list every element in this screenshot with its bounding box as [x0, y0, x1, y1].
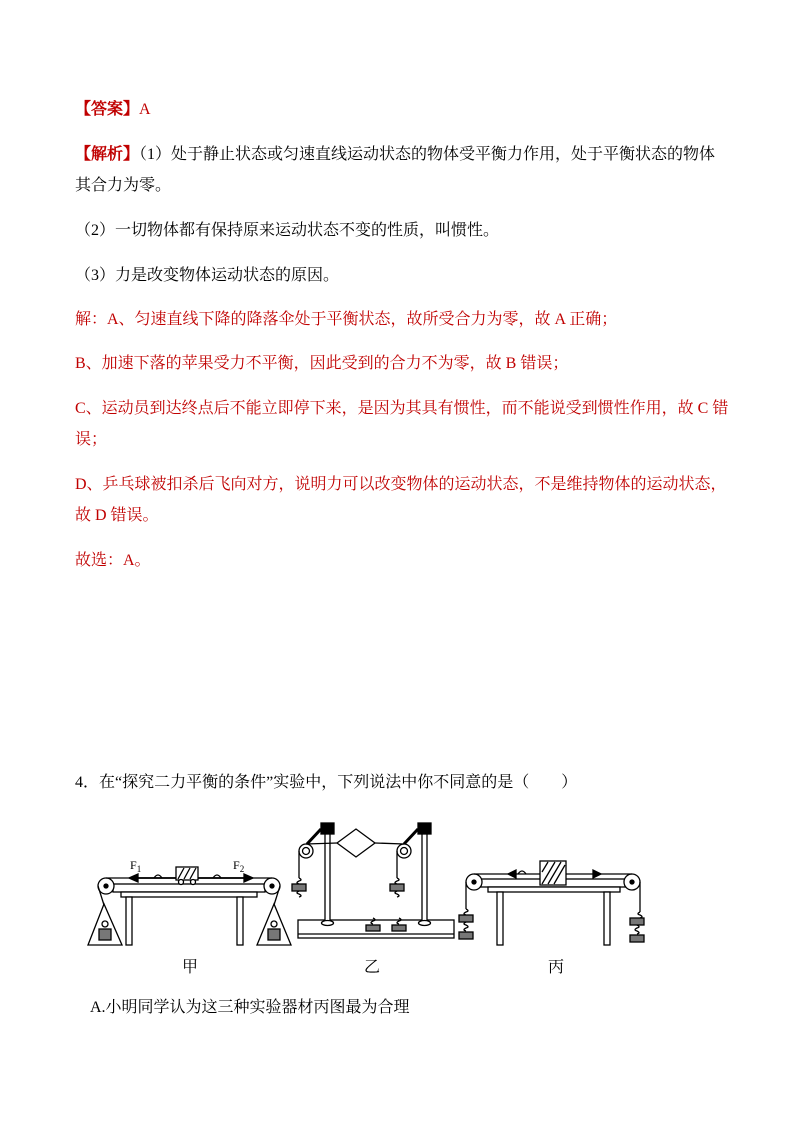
arm-left [307, 829, 321, 844]
analysis-point-1: （1）处于静止状态或匀速直线运动状态的物体受平衡力作用，处于平衡状态的物体 [139, 146, 716, 163]
figure-label-bing: 丙 [547, 959, 564, 976]
arm-right [404, 829, 418, 844]
figure-label-yi: 乙 [363, 959, 380, 976]
rod-foot-right [419, 921, 431, 926]
analysis-point-1-continued: 其合力为零。 [75, 177, 172, 194]
rod-right [422, 830, 427, 922]
analysis-point-2: （2）一切物体都有保持原来运动状态不变的性质，叫惯性。 [75, 222, 500, 239]
weight-bottom-hook-right [395, 891, 399, 897]
weight-hook-right [395, 878, 399, 884]
table-leg-right [604, 892, 610, 945]
cardboard [337, 829, 375, 857]
spare-weight [366, 925, 380, 931]
figure-yi-apparatus [292, 823, 454, 938]
force-label-f1: $F_1$ [130, 858, 142, 874]
pulley-left-inner [303, 848, 310, 855]
hanging-weight-left [292, 884, 306, 891]
weight-link-right [635, 925, 639, 934]
pulley-right-inner [401, 848, 408, 855]
pulley-right-axle [270, 884, 274, 888]
hanging-weight-left-upper [459, 915, 473, 922]
table-leg-right [237, 897, 243, 945]
solution-line-b: B、加速下落的苹果受力不平衡，因此受到的合力不为零，故 B 错误； [75, 355, 569, 372]
pulley-left-axle [104, 884, 108, 888]
pulley-left-axle [472, 880, 476, 884]
table-top [113, 884, 265, 892]
arrowhead-left [508, 870, 516, 878]
answer-value: A [139, 101, 151, 118]
table-leg-left [126, 897, 132, 945]
question-stem: 4．在“探究二力平衡的条件”实验中，下列说法中你不同意的是（ ） [75, 774, 578, 791]
spare-weight [392, 925, 406, 931]
force-arrowhead-f2 [244, 874, 253, 882]
hanging-weight-right [268, 929, 280, 940]
hanging-weight-left [99, 929, 111, 940]
weight-hook-left [464, 909, 468, 915]
clamp-right [418, 823, 431, 834]
analysis-label: 【解析】 [75, 146, 140, 163]
experiment-figures [0, 810, 794, 955]
force-label-f2: $F_2$ [233, 858, 245, 874]
answer-label: 【答案】 [75, 101, 140, 118]
rod-foot-left [322, 921, 334, 926]
string-to-card-right [375, 843, 404, 844]
hanging-weight-right-upper [630, 918, 644, 925]
pulley-right-axle [630, 880, 634, 884]
hanging-weight-right [390, 884, 404, 891]
string-to-card-left [306, 843, 337, 844]
figure-jia-apparatus [88, 867, 291, 945]
cart-wheel [179, 880, 184, 885]
weight-hook-right [638, 912, 642, 918]
solution-conclusion: 故选：A。 [75, 552, 151, 569]
figure-label-jia: 甲 [181, 959, 198, 976]
clamp-left [321, 823, 334, 834]
solution-line-c: C、运动员到达终点后不能立即停下来，是因为其具有惯性，而不能说受到惯性作用，故 C 错 [75, 400, 729, 417]
analysis-point-3: （3）力是改变物体运动状态的原因。 [75, 267, 340, 284]
weight-bottom-hook-left [297, 891, 301, 897]
figure-bing-apparatus [459, 861, 644, 945]
table-apron [121, 892, 257, 897]
cart-wheel [191, 880, 196, 885]
solution-line-d-continued: 故 D 错误。 [75, 507, 159, 524]
weight-link-left [464, 922, 468, 931]
weight-hook-left [297, 878, 301, 884]
arrowhead-right [593, 870, 601, 878]
table-leg-left [497, 892, 503, 945]
solution-line-c-continued: 误； [75, 431, 108, 448]
analysis-line-1 [75, 145, 715, 165]
solution-line-d: D、乒乓球被扣杀后飞向对方，说明力可以改变物体的运动状态，不是维持物体的运动状态， [75, 476, 727, 493]
force-arrowhead-f1 [129, 874, 138, 882]
answer-line [75, 100, 151, 120]
option-a: A.小明同学认为这三种实验器材丙图最为合理 [90, 999, 410, 1016]
hanging-weight-left-lower [459, 932, 473, 939]
hanging-weight-right-lower [630, 935, 644, 942]
table-apron [488, 887, 620, 892]
solution-line-a: 解：A、匀速直线下降的降落伞处于平衡状态，故所受合力为零，故 A 正确； [75, 311, 618, 328]
